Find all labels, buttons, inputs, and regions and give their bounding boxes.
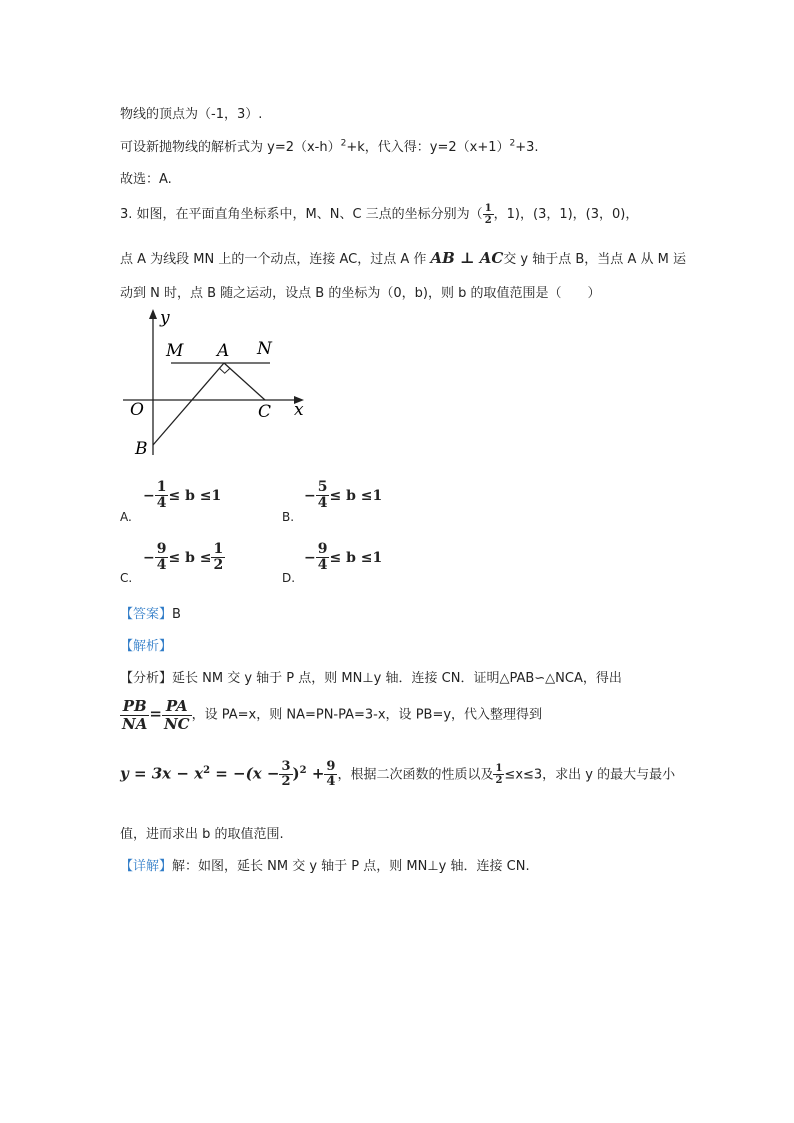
fraction [155,480,169,512]
analysis-heading [120,635,172,654]
fraction-numerator: 5 [317,479,328,495]
analysis-subtag: 【分析】 [120,671,173,686]
expression-part: y = 3x − x [120,764,204,783]
label-b: B [135,439,148,459]
inequality-text: ≤ b ≤1 [168,487,222,504]
fraction-denominator: 2 [495,775,503,787]
question-3-line-2 [120,248,686,267]
label-c: C [258,402,272,422]
answer-line [120,603,181,622]
fraction-numerator: 3 [281,759,291,774]
fraction-one-half [483,203,494,226]
fraction-denominator: 4 [326,774,336,790]
inequality-text: ≤ b ≤1 [329,487,383,504]
fraction-numerator: 9 [326,759,336,774]
perpendicular-expression: AB ⊥ AC [430,249,504,267]
minus-sign: − [143,549,155,566]
right-angle-mark [219,368,230,373]
superscript: 2 [509,138,516,149]
fraction-denominator: 4 [156,557,167,574]
superscript: 2 [299,764,307,776]
y-axis-arrow [149,309,157,319]
superscript: 2 [203,764,211,776]
segment-ac [224,363,265,400]
analysis-text: ，根据二次函数的性质以及 [337,767,494,783]
option-a-expression[interactable] [143,480,221,512]
fraction-denominator: 2 [484,215,492,226]
equals-sign: = [149,704,162,723]
inequality-text: ≤ b ≤1 [329,549,383,566]
analysis-line-2 [120,698,542,732]
fraction [211,542,225,574]
analysis-line-4: 值，进而求出 b 的取值范围. [120,827,284,842]
analysis-tag: 【解析】 [120,639,173,654]
fraction-denominator: 2 [281,774,291,790]
fraction-denominator: 4 [317,557,328,574]
detail-tag: 【详解】 [120,859,173,874]
expression-part: ) [292,764,300,783]
label-y: y [160,308,170,328]
label-n: N [257,339,272,359]
fraction-numerator: 1 [495,763,503,775]
analysis-line-1 [120,667,622,686]
minus-sign: − [304,549,316,566]
option-c-label[interactable]: C. [120,571,133,585]
parabola-text-c: +3. [515,140,539,155]
analysis-text: 延长 NM 交 y 轴于 P 点，则 MN⊥y 轴．连接 CN．证明△PAB∽△NCA，得出 [172,671,622,686]
text-line-vertex: 物线的顶点为（-1，3）. [120,107,263,122]
detail-text: 解：如图，延长 NM 交 y 轴于 P 点，则 MN⊥y 轴．连接 CN. [172,859,530,874]
fraction-numerator: 1 [484,203,492,214]
fraction-numerator: 1 [156,479,167,495]
question-3-line-1 [120,203,638,226]
fraction-denominator: 4 [156,495,167,512]
question-3-line-3: 动到 N 时，点 B 随之运动，设点 B 的坐标为（0，b)，则 b 的取值范围是（ ） [120,286,601,301]
option-d-label[interactable]: D. [282,571,296,585]
coordinate-figure [120,305,320,465]
question-coords: ，1)，(3，1)，(3，0)， [493,207,639,222]
expression-part: = −(x − [210,764,280,783]
fraction-nine-quarters [324,760,337,790]
option-d-expression[interactable] [304,542,382,574]
fraction-numerator: 9 [317,541,328,557]
analysis-text: ≤x≤3，求出 y 的最大与最小 [504,767,676,783]
superscript: 2 [340,138,347,149]
label-x: x [294,400,304,420]
answer-tag: 【答案】 [120,607,173,622]
fraction [155,542,169,574]
fraction-pa-nc [162,698,192,732]
label-a: A [217,341,230,361]
inequality-text: ≤ b ≤ [168,549,212,566]
question-text: 交 y 轴于点 B，当点 A 从 M 运 [503,252,686,267]
fraction-numerator: PB [120,698,149,716]
text-line-choose-a: 故选：A. [120,172,172,187]
option-b-expression[interactable] [304,480,382,512]
expression-part: + [306,764,325,783]
minus-sign: − [304,487,316,504]
option-c-expression[interactable] [143,542,225,574]
answer-value: B [172,607,181,622]
fraction-denominator: NC [163,714,190,733]
fraction-numerator: PA [162,698,192,716]
label-m: M [166,341,184,361]
label-o: O [130,400,144,420]
fraction-denominator: 2 [213,557,224,574]
minus-sign: − [143,487,155,504]
fraction-denominator: NA [122,714,148,733]
option-b-label[interactable]: B. [282,510,295,524]
question-intro: 3. 如图，在平面直角坐标系中，M、N、C 三点的坐标分别为（ [120,207,483,222]
fraction-numerator: 1 [213,541,224,557]
fraction [316,542,330,574]
fraction-one-half [493,763,504,786]
fraction-numerator: 9 [156,541,167,557]
fraction [316,480,330,512]
analysis-line-3 [120,760,675,790]
fraction-denominator: 4 [317,495,328,512]
analysis-text: ，设 PA=x，则 NA=PN-PA=3-x，设 PB=y，代入整理得到 [191,707,543,723]
fraction-pb-na [120,698,149,732]
parabola-text-a: 可设新抛物线的解析式为 y=2（x-h） [120,140,341,155]
segment-ab [153,363,224,445]
option-a-label[interactable]: A. [120,510,132,524]
question-text: 点 A 为线段 MN 上的一个动点，连接 AC，过点 A 作 [120,252,427,267]
fraction-three-halves [279,760,292,790]
text-line-parabola [120,136,539,155]
detail-line [120,855,530,874]
parabola-text-b: +k，代入得：y=2（x+1） [346,140,510,155]
